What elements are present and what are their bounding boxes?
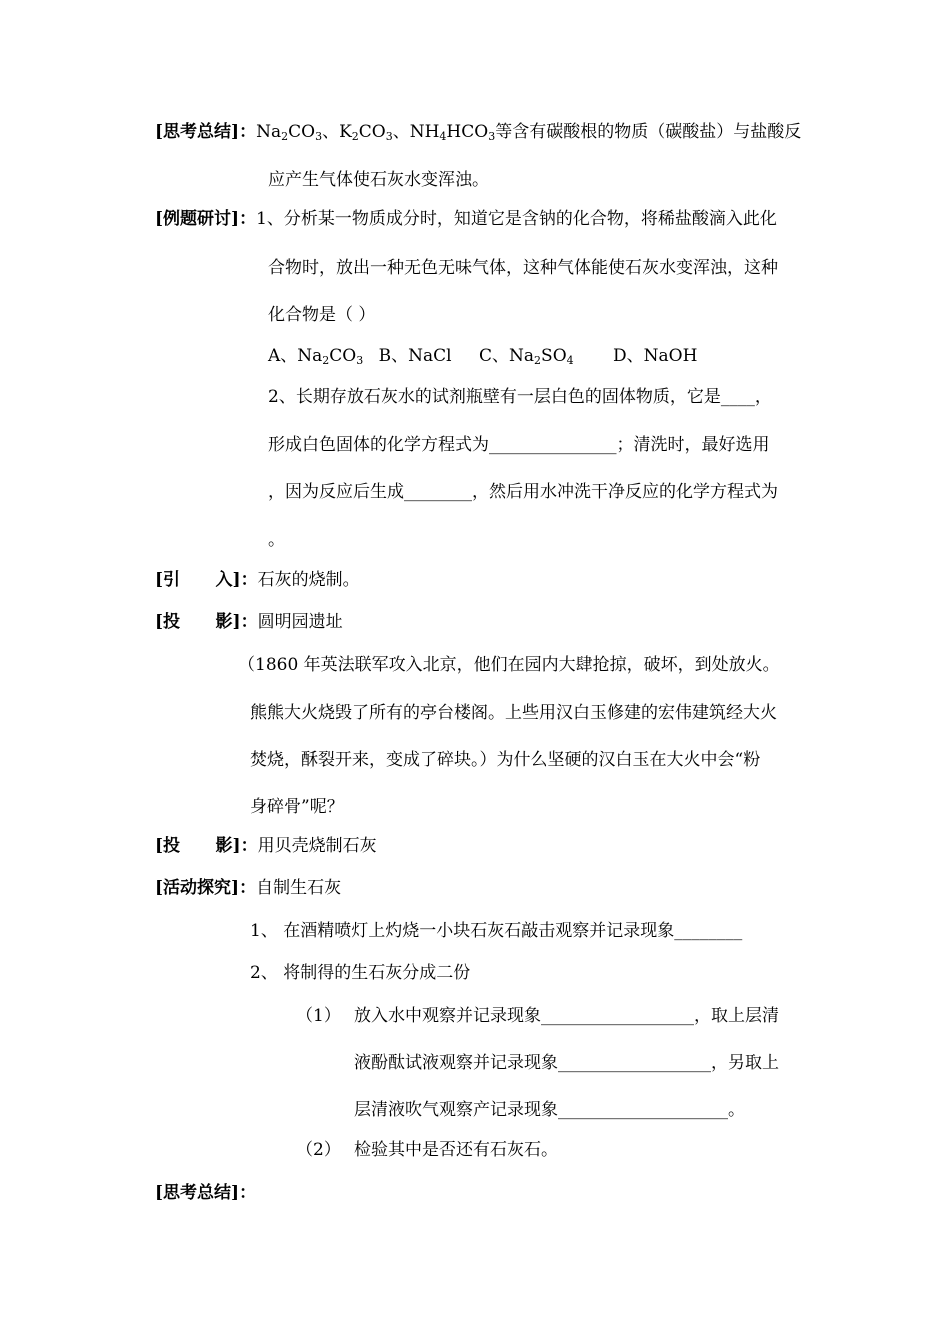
summary1-label: [思考总结]： [155,122,257,142]
projection1-para-line3: 焚烧，酥裂开来，变成了碎块。）为什么坚硬的汉白玉在大火中会“粉 [250,750,761,770]
question2-line2: 形成白色固体的化学方程式为_______________；清洗时，最好选用 [268,435,770,455]
formula-na2co3: $Na_2CO_3$ [256,122,323,143]
option-a: A、$Na_2CO_3$ [268,346,364,367]
activity-step1: 1、 在酒精喷灯上灼烧一小块石灰石敲击观察并记录现象________ [250,921,743,941]
projection2-text: 用贝壳烧制石灰 [257,836,377,856]
summary2-label: [思考总结]： [155,1183,257,1203]
projection1-para-line1: （1860 年英法联军攻入北京，他们在园内大肆抢掠，破坏，到处放火。 [238,655,780,675]
projection2-label: [投 影]： [155,836,258,856]
intro-label: [引 入]： [155,570,258,590]
activity-step2: 2、 将制得的生石灰分成二份 [250,963,471,983]
activity-sub1-line2: 液酚酞试液观察并记录现象__________________，另取上 [354,1053,779,1073]
activity-sub1-number: （1） [296,1006,341,1026]
activity-text: 自制生石灰 [256,878,342,898]
summary1-line1: [思考总结]：$Na_2CO_3$、$K_2CO_3$、$NH_4HCO_3$等含有碳酸根的物质（碳酸盐）与盐酸反 [155,122,802,143]
summary1-text: 等含有碳酸根的物质（碳酸盐）与盐酸反 [495,122,802,142]
option-b: B、NaCl [378,346,452,366]
intro-text: 石灰的烧制。 [257,570,360,590]
projection2-line [155,835,377,857]
projection1-text: 圆明园遗址 [257,612,343,632]
activity-line [155,877,341,899]
activity-sub1-line3: 层清液吹气观察产记录现象____________________。 [354,1100,745,1120]
question2-line3: ，因为反应后生成________，然后用水冲洗干净反应的化学方程式为 [268,482,778,502]
formula-k2co3: $K_2CO_3$ [339,122,393,143]
activity-label: [活动探究]： [155,878,257,898]
example-line1 [155,208,777,230]
question1-options [268,345,697,367]
summary2-line [155,1182,256,1204]
question1-line3: 化合物是（ ） [268,305,376,325]
question1-text: 1、分析某一物质成分时，知道它是含钠的化合物，将稀盐酸滴入此化 [256,209,777,229]
question2-line1: 2、长期存放石灰水的试剂瓶壁有一层白色的固体物质，它是____， [268,387,772,407]
projection1-para-line4: 身碎骨”呢？ [250,797,344,817]
activity-sub2-number: （2） [296,1140,341,1160]
intro-line [155,569,360,591]
projection1-para-line2: 熊熊大火烧毁了所有的亭台楼阁。上些用汉白玉修建的宏伟建筑经大火 [250,703,777,723]
option-d: D、NaOH [613,346,698,366]
activity-sub1-line1: 放入水中观察并记录现象__________________，取上层清 [354,1006,779,1026]
activity-sub2-text: 检验其中是否还有石灰石。 [354,1140,558,1160]
option-c: C、$Na_2SO_4$ [479,346,574,367]
example-label: [例题研讨]： [155,209,257,229]
summary1-line2: 应产生气体使石灰水变浑浊。 [268,170,489,190]
projection1-line [155,611,343,633]
projection1-label: [投 影]： [155,612,258,632]
formula-nh4hco3: $NH_4HCO_3$ [409,122,496,143]
question1-line2: 合物时，放出一种无色无味气体，这种气体能使石灰水变浑浊，这种 [268,258,778,278]
question2-line4: 。 [268,530,285,550]
